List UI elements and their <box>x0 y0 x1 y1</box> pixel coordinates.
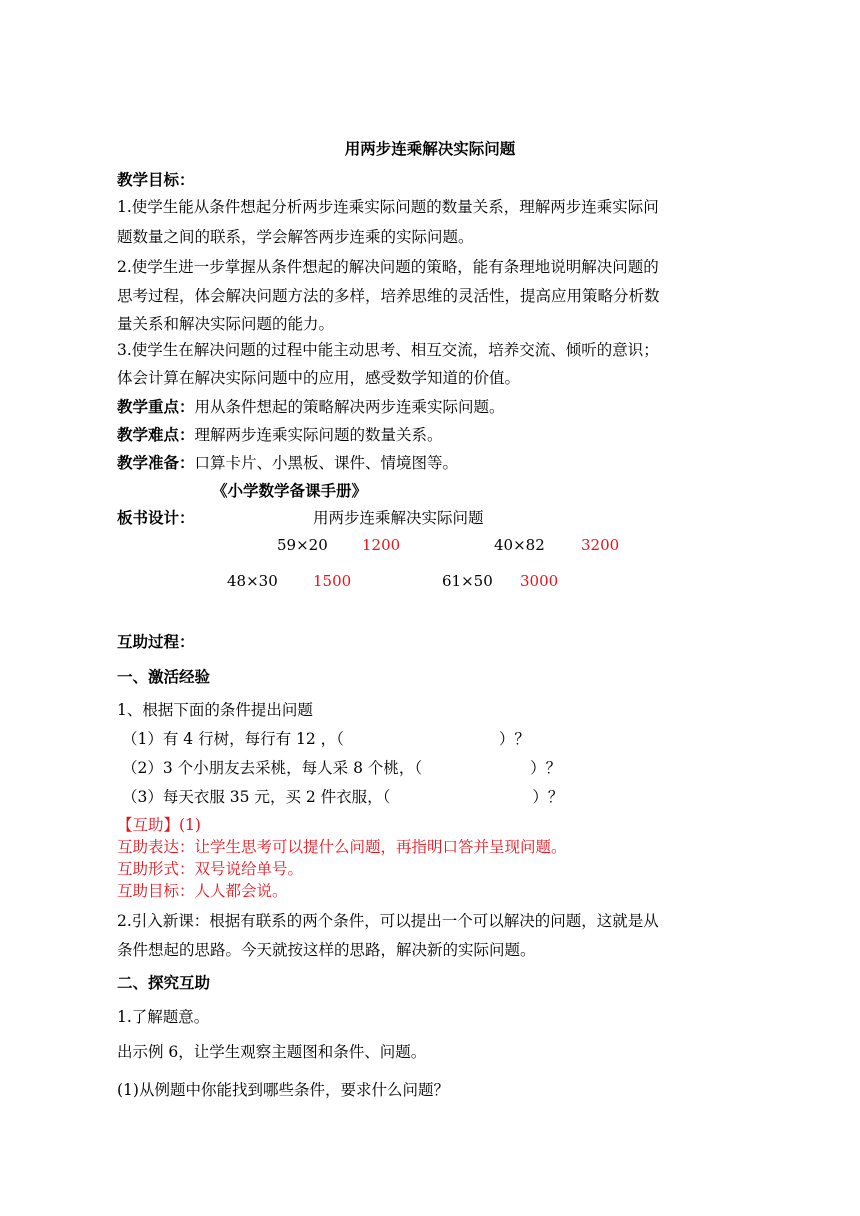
question-3: （3）每天衣服 35 元，买 2 件衣服，（ ）？ <box>122 788 564 806</box>
help-tag: 【互助】(1) <box>117 816 201 834</box>
board-calc-expr: 61×50 <box>442 572 493 590</box>
board-calc-expr: 48×30 <box>227 572 278 590</box>
step-1: 1.了解题意。 <box>117 1008 210 1026</box>
board-label: 板书设计： <box>117 509 195 527</box>
board-calc-answer: 3000 <box>520 572 559 590</box>
help-goal: 互助目标：人人都会说。 <box>117 882 288 900</box>
intro-line-1: 2.引入新课：根据有联系的两个条件，可以提出一个可以解决的问题，这就是从 <box>117 912 659 930</box>
key-point-text: 用从条件想起的策略解决两步连乘实际问题。 <box>194 398 505 416</box>
objectives-heading: 教学目标： <box>117 171 195 189</box>
key-point-label: 教学重点： <box>117 398 195 416</box>
board-calc-answer: 1200 <box>362 536 401 554</box>
objective-3-line-1: 3.使学生在解决问题的过程中能主动思考、相互交流，培养交流、倾听的意识； <box>117 341 659 359</box>
question-1: （1）有 4 行树，每行有 12 ，（ ）？ <box>122 730 530 748</box>
board-title: 用两步连乘解决实际问题 <box>313 509 484 527</box>
board-calc-expr: 59×20 <box>277 536 328 554</box>
handbook-title: 《小学数学备课手册》 <box>212 482 368 500</box>
example-question: (1)从例题中你能找到哪些条件，要求什么问题？ <box>117 1081 449 1099</box>
difficulty-label: 教学难点： <box>117 426 195 444</box>
difficulty <box>117 425 737 445</box>
section-2-heading: 二、探究互助 <box>117 974 211 992</box>
document-title: 用两步连乘解决实际问题 <box>344 140 516 158</box>
objective-2-line-2: 思考过程，体会解决问题方法的多样，培养思维的灵活性，提高应用策略分析数 <box>117 287 660 305</box>
difficulty-text: 理解两步连乘实际问题的数量关系。 <box>194 426 443 444</box>
preparation <box>117 453 737 473</box>
objective-3-line-2: 体会计算在解决实际问题中的应用，感受数学知道的价值。 <box>117 369 521 387</box>
objective-1-line-1: 1.使学生能从条件想起分析两步连乘实际问题的数量关系，理解两步连乘实际问 <box>117 198 659 216</box>
preparation-text: 口算卡片、小黑板、课件、情境图等。 <box>194 454 459 472</box>
objective-1-line-2: 题数量之间的联系，学会解答两步连乘的实际问题。 <box>117 228 474 246</box>
preparation-label: 教学准备： <box>117 454 195 472</box>
board-calc-expr: 40×82 <box>494 536 545 554</box>
section-1-heading: 一、激活经验 <box>117 668 211 686</box>
process-heading: 互助过程： <box>117 633 195 651</box>
key-point <box>117 397 737 417</box>
intro-line-2: 条件想起的思路。今天就按这样的思路，解决新的实际问题。 <box>117 941 536 959</box>
help-expression: 互助表达：让学生思考可以提什么问题，再指明口答并呈现问题。 <box>117 838 567 856</box>
board-calc-answer: 1500 <box>313 572 352 590</box>
objective-2-line-1: 2.使学生进一步掌握从条件想起的解决问题的策略，能有条理地说明解决问题的 <box>117 258 659 276</box>
board-calc-answer: 3200 <box>581 536 620 554</box>
show-example: 出示例 6，让学生观察主题图和条件、问题。 <box>117 1043 427 1061</box>
help-form: 互助形式：双号说给单号。 <box>117 860 304 878</box>
objective-2-line-3: 量关系和解决实际问题的能力。 <box>117 315 335 333</box>
question-2: （2）3 个小朋友去采桃，每人采 8 个桃，（ ）？ <box>122 759 562 777</box>
question-intro: 1、根据下面的条件提出问题 <box>117 701 313 719</box>
